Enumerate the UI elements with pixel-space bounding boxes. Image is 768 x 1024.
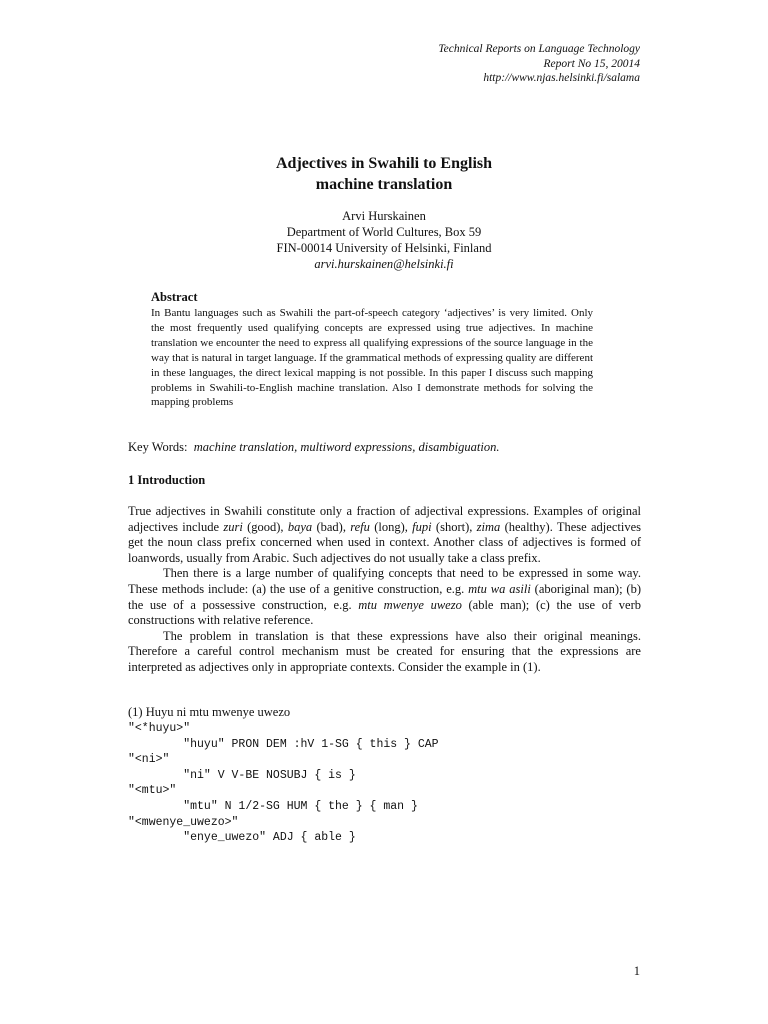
author-name: Arvi Hurskainen — [342, 209, 426, 223]
title-line-1: Adjectives in Swahili to English — [275, 155, 493, 172]
header-series: Technical Reports on Language Technology — [438, 43, 640, 55]
code-line: "mtu" N 1/2-SG HUM { the } { man } — [128, 799, 418, 813]
author-block — [0, 208, 768, 272]
keywords-line — [128, 440, 499, 455]
code-line: "<mtu>" — [128, 784, 177, 798]
header-report-number: Report No 15, 20014 — [543, 57, 640, 70]
author-department: Department of World Cultures, Box 59 — [286, 225, 482, 239]
abstract-heading: Abstract — [151, 290, 198, 304]
page-number: 1 — [633, 964, 640, 978]
paragraph-2: Then there is a large number of qualifying concepts that need to be expressed in some way. These methods include: (a) the use of a genitive construction, e.g. mtu wa asili (aboriginal man); (b) the use of a possessive construction, e.g. mtu mwenye uwezo (able man); (c) the use of verb constructions with relative reference. — [128, 566, 642, 628]
keywords-label: Key Words: — [128, 440, 188, 454]
header-url[interactable]: http://www.njas.helsinki.fi/salama — [483, 72, 640, 84]
title-line-2: machine translation — [315, 176, 453, 193]
keywords-value: machine translation, multiword expressions, disambiguation. — [193, 440, 500, 454]
author-university: FIN-00014 University of Helsinki, Finland — [276, 241, 492, 255]
code-line: "<ni>" — [128, 753, 170, 767]
paragraph-3: The problem in translation is that these expressions have also their original meanings. Therefore a careful control mechanism must be created for ensuring that the expressions are interpreted as adjectives only in appropriate contexts. Consider the example in (1). — [128, 628, 641, 674]
code-line: "ni" V V-BE NOSUBJ { is } — [128, 768, 356, 782]
code-line: "huyu" PRON DEM :hV 1-SG { this } CAP — [128, 737, 439, 751]
code-line: "<*huyu>" — [128, 722, 191, 735]
author-email[interactable]: arvi.hurskainen@helsinki.fi — [314, 257, 454, 271]
code-line: "<mwenye_uwezo>" — [128, 815, 239, 829]
section-heading-introduction: 1 Introduction — [128, 473, 206, 487]
example-label: (1) Huyu ni mtu mwenye uwezo — [128, 705, 291, 719]
abstract-text: In Bantu languages such as Swahili the part-of-speech category ‘adjectives’ is very limited. Only the most frequently used qualifying concepts are expressed using true adjectives. In machine translation we encounter the need to express all qualifying expressions of the source language in the way that is natural in target language. If the grammatical methods of expressing quality are different in these languages, the direct lexical mapping is not possible. In this paper I discuss such mapping problems in Swahili-to-English machine translation. Also I demonstrate methods for solving the mapping problems — [151, 307, 593, 409]
paper-title — [0, 153, 768, 195]
introduction-body — [128, 504, 641, 676]
paragraph-1: True adjectives in Swahili constitute only a fraction of adjectival expressions. Examples of original adjectives include zuri (good), baya (bad), refu (long), fupi (short), zima (healthy). These adjectives get the noun class prefix concerned when used in context. Another class of adjectives is formed of loanwords, usually from Arabic. Such adjectives do not usually take a class prefix. — [128, 504, 641, 565]
report-header — [438, 42, 640, 86]
code-line: "enye_uwezo" ADJ { able } — [128, 831, 356, 845]
example-analysis-code — [128, 721, 439, 846]
